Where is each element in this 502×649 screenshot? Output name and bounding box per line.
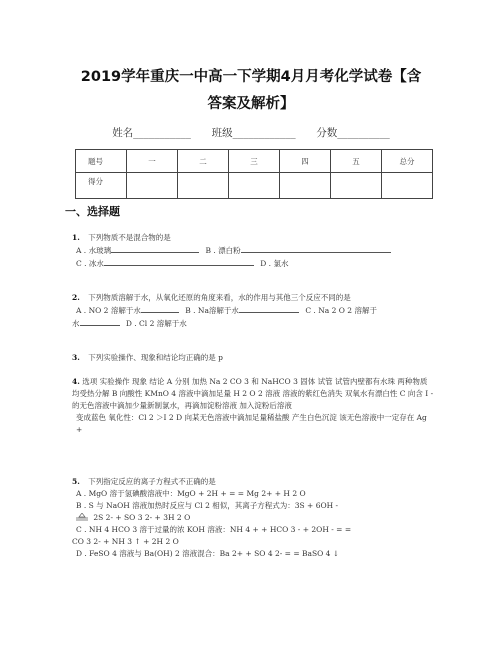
question-text-continued: 变成蓝色 氧化性：Cl 2 ＞I 2 D 向某无色溶液中滴加足量稀盐酸 产生白色沉淀 该无色溶液中一定存在 Ag + — [76, 413, 427, 434]
score-cell — [382, 173, 433, 199]
question-1 — [72, 232, 442, 270]
score-cell — [280, 173, 331, 199]
student-info-line — [0, 125, 502, 140]
question-3 — [72, 352, 442, 364]
option-d: D . Cl 2 溶解于水 — [125, 319, 187, 328]
score-table-header: 题号 — [76, 150, 127, 173]
option-a: A . NO 2 溶解于水 — [76, 306, 141, 315]
score-cell — [331, 173, 382, 199]
question-text: 选项 实验操作 现象 结论 A 分别 加热 Na 2 CO 3 和 NaHCO 3 固体 试管 试管内壁都有水珠 两种物质均受热分解 B 向酸性 KMnO 4 溶液中滴加足量 H 2 O 2 溶液 溶液的紫红色消失 双氧水有漂白性 C 向含 I - 的无色溶液中滴加少量新制氯水，再滴加淀粉溶液 加入淀粉后溶液 — [72, 377, 434, 410]
question-stem: 下列实验操作、现象和结论均正确的是 p — [88, 353, 223, 362]
option-b: B . S 与 NaOH 溶液加热时反应与 Cl 2 相似，其离子方程式为：3S + 6OH - — [76, 501, 339, 510]
title-line-1: 2019学年重庆一中高一下学期4月月考化学试卷【含 — [80, 69, 422, 85]
score-cell — [178, 173, 229, 199]
score-table-score-row — [76, 173, 433, 199]
name-field: 姓名___________ — [112, 127, 191, 139]
class-field: 班级____________ — [211, 127, 296, 139]
question-stem: 下列物质不是混合物的是 — [88, 233, 171, 242]
option-a: A . 水玻璃 — [76, 246, 112, 255]
score-table-header: 三 — [229, 150, 280, 173]
option-c: C . NH 4 HCO 3 溶于过量的浓 KOH 溶液：NH 4 + + HCO 3 - + 2OH - = = — [76, 525, 352, 534]
score-cell — [127, 173, 178, 199]
title-line-2: 答案及解析】 — [207, 96, 295, 112]
heat-symbol-icon — [76, 513, 88, 521]
option-b: B . 漂白粉 — [205, 246, 241, 255]
score-field: 分数__________ — [316, 127, 390, 139]
question-number: 3. — [72, 353, 80, 362]
score-table-header: 五 — [331, 150, 382, 173]
option-c-continued: CO 3 2- + NH 3 ↑ + 2H 2 O — [72, 537, 179, 546]
option-d: D . FeSO 4 溶液与 Ba(OH) 2 溶液混合：Ba 2+ + SO 4 2- = = BaSO 4 ↓ — [76, 549, 340, 558]
option-b: B . Na溶解于水 — [185, 306, 239, 315]
score-row-label: 得分 — [76, 173, 127, 199]
option-c: C . 冰水 — [76, 259, 104, 268]
question-stem: 下列物质溶解于水，从氧化还原的角度来看，水的作用与其他三个反应不同的是 — [88, 293, 351, 302]
document-title — [40, 64, 462, 118]
section-title: 一、选择题 — [65, 205, 120, 218]
question-number: 5. — [72, 477, 80, 486]
score-table-header-row — [76, 150, 433, 173]
option-c-continued: 水 — [72, 319, 80, 328]
option-c: C . Na 2 O 2 溶解于 — [305, 306, 377, 315]
score-table-header: 二 — [178, 150, 229, 173]
score-table-header: 总分 — [382, 150, 433, 173]
question-stem: 下列指定反应的离子方程式不正确的是 — [88, 477, 216, 486]
question-4 — [72, 376, 434, 436]
question-2 — [72, 292, 442, 330]
question-number: 1. — [72, 233, 80, 242]
option-d: D . 氯水 — [260, 259, 289, 268]
score-table-header: 一 — [127, 150, 178, 173]
question-number: 2. — [72, 293, 80, 302]
option-a: A . MgO 溶于氢碘酸溶液中：MgO + 2H + = = Mg 2+ + H 2 O — [76, 489, 306, 498]
option-b-continued: 2S 2- + SO 3 2- + 3H 2 O — [93, 513, 191, 522]
score-table — [75, 149, 433, 199]
score-table-header: 四 — [280, 150, 331, 173]
score-cell — [229, 173, 280, 199]
question-5 — [72, 476, 442, 560]
question-number: 4. — [72, 377, 80, 386]
